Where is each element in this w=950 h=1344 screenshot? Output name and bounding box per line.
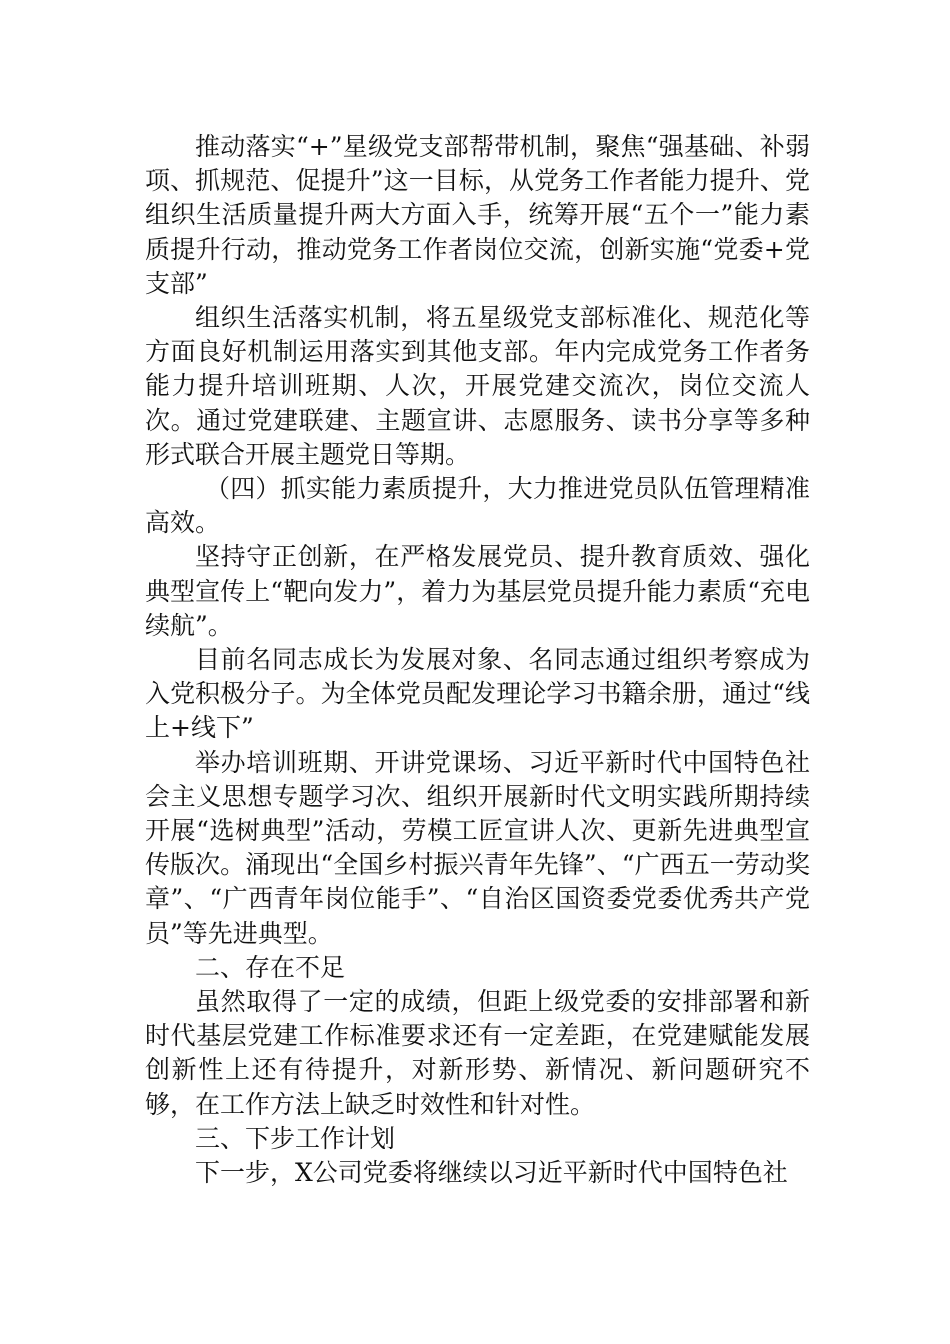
paragraph-organization-life: 组织生活落实机制，将五星级党支部标准化、规范化等方面良好机制运用落实到其他支部。年内完成党务工作者务能力提升培训班期、人次，开展党建交流次，岗位交流人次。通过党建联建、主题宣讲、志愿服务、读书分享等多种形式联合开展主题党日等期。 bbox=[145, 303, 810, 469]
document-body bbox=[145, 130, 810, 1190]
paragraph-development-targets: 目前名同志成长为发展对象、名同志通过组织考察成为入党积极分子。为全体党员配发理论学习书籍余册，通过“线上+线下” bbox=[145, 645, 810, 743]
section-heading-next-steps: 三、下步工作计划 bbox=[195, 1123, 396, 1153]
paragraph-star-branch-mechanism: 推动落实“+”星级党支部帮带机制，聚焦“强基础、补弱项、抓规范、促提升”这一目标，从党务工作者能力提升、党组织生活质量提升两大方面入手，统筹开展“五个一”能力素质提升行动，推动党务工作者岗位交流，创新实施“党委+党支部” bbox=[145, 132, 810, 298]
section-heading-shortcomings: 二、存在不足 bbox=[195, 952, 346, 982]
paragraph-next-steps: 下一步，X公司党委将继续以习近平新时代中国特色社 bbox=[195, 1158, 788, 1188]
paragraph-innovation: 坚持守正创新，在严格发展党员、提升教育质效、强化典型宣传上“靶向发力”，着力为基层党员提升能力素质“充电续航”。 bbox=[145, 542, 810, 640]
paragraph-training-models: 举办培训班期、开讲党课场、习近平新时代中国特色社会主义思想专题学习次、组织开展新时代文明实践所期持续开展“选树典型”活动，劳模工匠宣讲人次、更新先进典型宣传版次。涌现出“全国乡村振兴青年先锋”、“广西五一劳动奖章”、“广西青年岗位能手”、“自治区国资委党委优秀共产党员”等先进典型。 bbox=[145, 747, 810, 948]
section-heading-four: （四）抓实能力素质提升，大力推进党员队伍管理精准高效。 bbox=[145, 474, 810, 538]
paragraph-shortcomings: 虽然取得了一定的成绩，但距上级党委的安排部署和新时代基层党建工作标准要求还有一定差距，在党建赋能发展创新性上还有待提升，对新形势、新情况、新问题研究不够，在工作方法上缺乏时效性和针对性。 bbox=[145, 987, 810, 1119]
